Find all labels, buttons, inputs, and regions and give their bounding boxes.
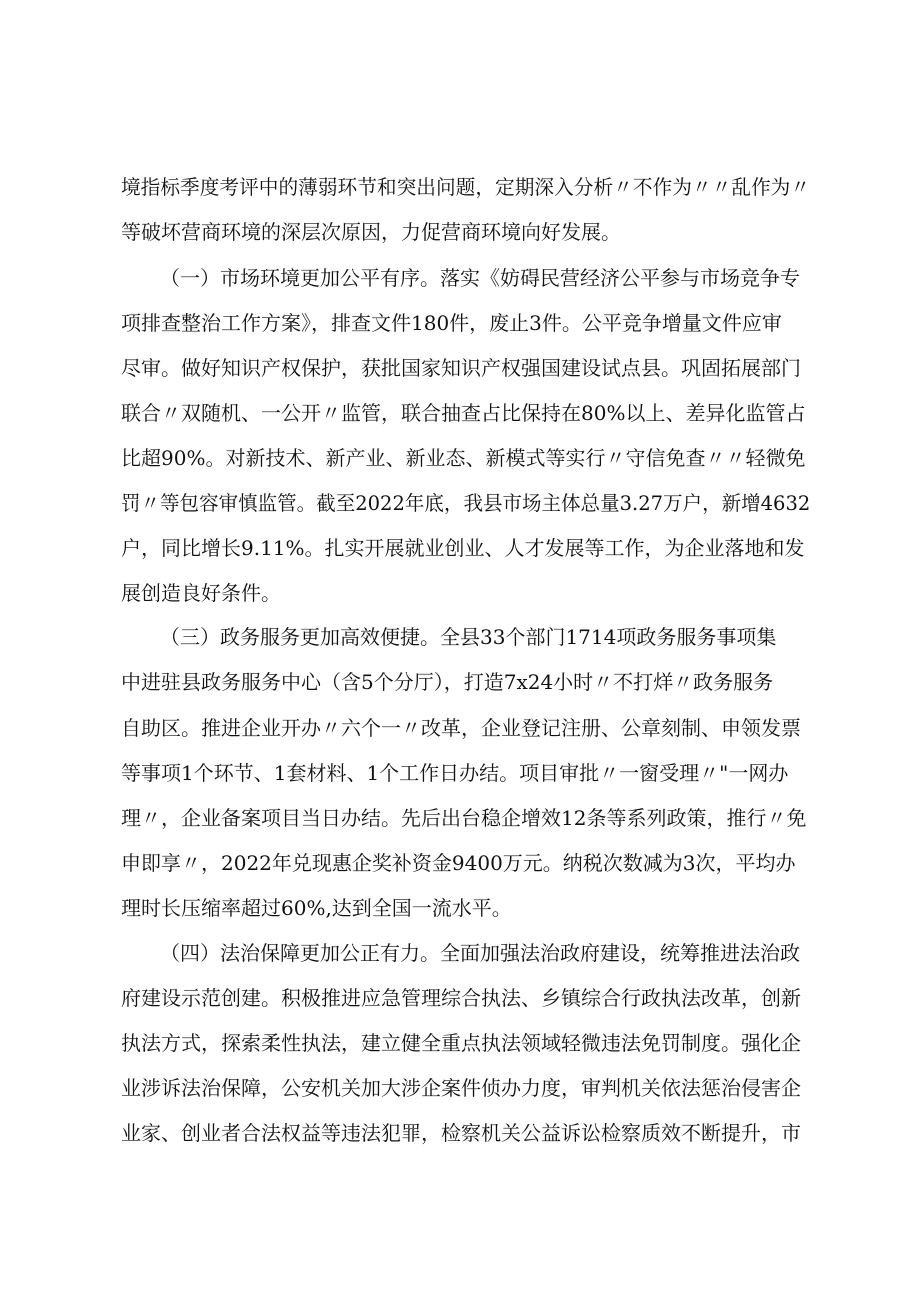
text-line: （一）市场环境更加公平有序。落实《妨碍民营经济公平参与市场竞争专 [160,266,800,290]
text-line: 自助区。推进企业开办〃六个一〃改革，企业登记注册、公章刻制、申领发票 [121,716,801,740]
text-line: 业家、创业者合法权益等违法犯罪，检察机关公益诉讼检察质效不断提升，市 [121,1121,801,1145]
text-line: （三）政务服务更加高效便捷。全县33个部门1714项政务服务事项集 [160,625,777,649]
text-line: 理〃，企业备案项目当日办结。先后出台稳企增效12条等系列政策，推行〃免 [121,806,807,830]
text-line: 项排查整治工作方案》，排查文件180件，废止3件。公平竞争增量文件应审 [121,311,782,335]
text-line: 府建设示范创建。积极推进应急管理综合执法、乡镇综合行政执法改革，创新 [121,986,801,1010]
text-line: 申即享〃，2022年兑现惠企奖补资金9400万元。纳税次数减为3次，平均办 [121,851,796,875]
text-line: 等事项1个环节、1套材料、1个工作日办结。项目审批〃一窗受理〃"一网办 [121,761,789,785]
text-line: 比超90%。对新技术、新产业、新业态、新模式等实行〃守信免查〃〃轻微免 [121,446,806,470]
text-line: 罚〃等包容审慎监管。截至2022年底，我县市场主体总量3.27万户，新增4632 [121,491,811,515]
text-line: 执法方式，探索柔性执法，建立健全重点执法领域轻微违法免罚制度。强化企 [121,1031,801,1055]
text-line: 境指标季度考评中的薄弱环节和突出问题，定期深入分析〃不作为〃〃乱作为〃 [121,175,811,199]
text-line: 中进驻县政务服务中心（含5个分厅），打造7x24小时〃不打烊〃政务服务 [121,670,774,694]
text-line: 尽审。做好知识产权保护，获批国家知识产权强国建设试点县。巩固拓展部门 [121,356,801,380]
text-line: 业涉诉法治保障，公安机关加大涉企案件侦办力度，审判机关依法惩治侵害企 [121,1076,801,1100]
text-line: 联合〃双随机、一公开〃监管，联合抽查占比保持在80%以上、差异化监管占 [121,401,806,425]
text-line: 等破坏营商环境的深层次原因，力促营商环境向好发展。 [121,220,621,244]
text-line: 户，同比增长9.11%。扎实开展就业创业、人才发展等工作，为企业落地和发 [121,536,805,560]
text-line: （四）法治保障更加公正有力。全面加强法治政府建设，统筹推进法治政 [160,941,800,965]
text-line: 理时长压缩率超过60%,达到全国一流水平。 [121,896,512,920]
text-line: 展创造良好条件。 [121,581,281,605]
